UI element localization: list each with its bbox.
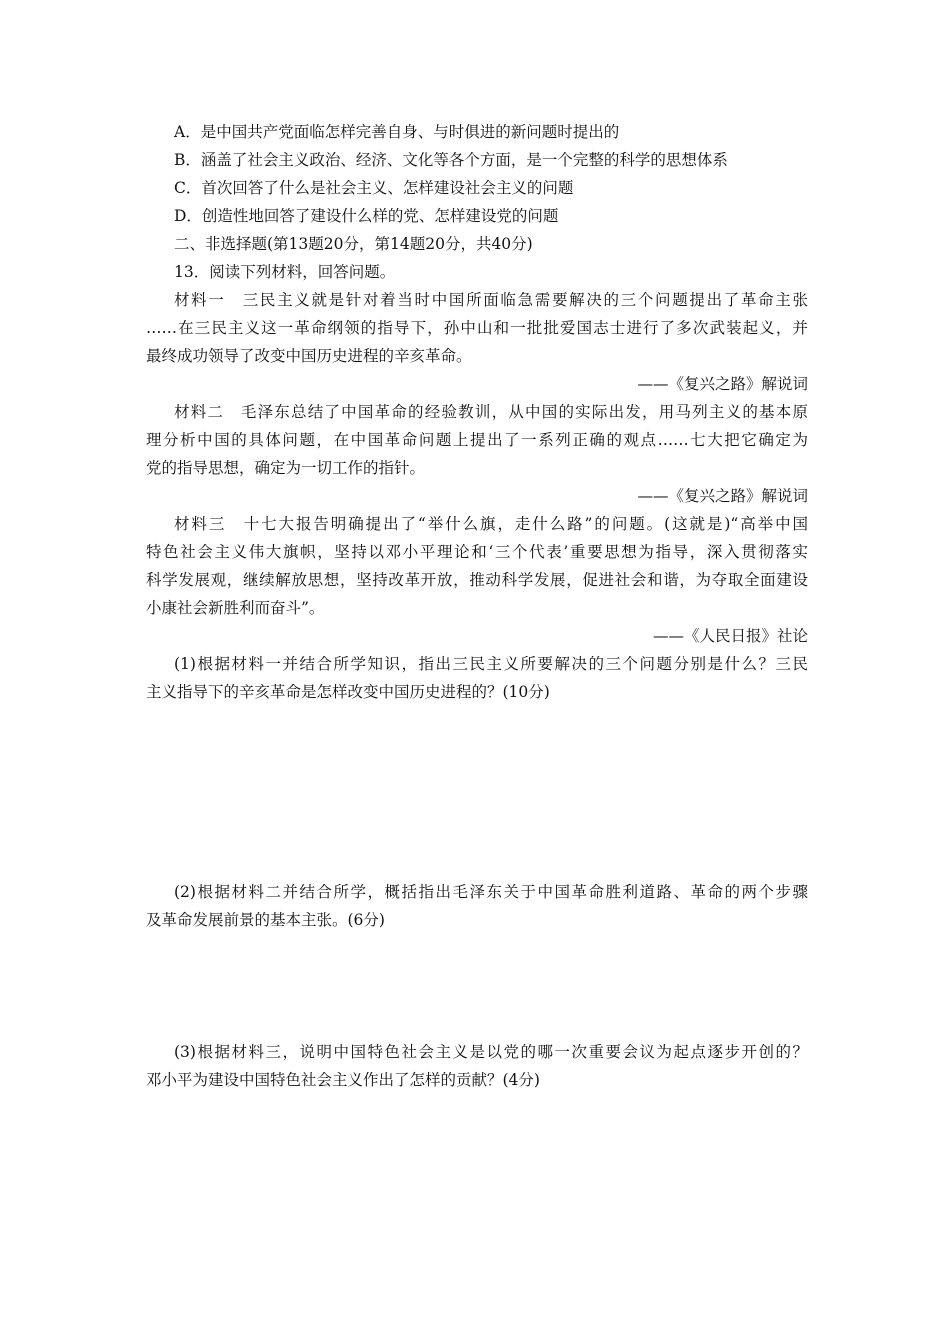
material3-line4: 小康社会新胜利而奋斗”。 [146, 599, 325, 617]
section-title: 二、非选择题(第13题20分，第14题20分，共40分) [174, 235, 533, 253]
subquestion-2-line2: 及革命发展前景的基本主张。(6分) [146, 911, 385, 929]
subquestion-3-line1: (3)根据材料三，说明中国特色社会主义是以党的哪一次重要会议为起点逐步开创的？ [174, 1043, 808, 1061]
subquestion-3-line2: 邓小平为建设中国特色社会主义作出了怎样的贡献？(4分) [146, 1071, 540, 1089]
subquestion-2-line1: (2)根据材料二并结合所学，概括指出毛泽东关于中国革命胜利道路、革命的两个步骤 [174, 883, 808, 901]
material2-source: ——《复兴之路》解说词 [637, 487, 808, 505]
option-c: C．首次回答了什么是社会主义、怎样建设社会主义的问题 [174, 179, 574, 197]
material3-line1: 材料三 十七大报告明确提出了“举什么旗，走什么路”的问题。(这就是)“高举中国 [174, 515, 808, 533]
option-d: D．创造性地回答了建设什么样的党、怎样建设党的问题 [174, 207, 559, 225]
option-b: B．涵盖了社会主义政治、经济、文化等各个方面，是一个完整的科学的思想体系 [174, 151, 728, 169]
material1-line2: ……在三民主义这一革命纲领的指导下，孙中山和一批批爱国志士进行了多次武装起义，并 [146, 319, 808, 337]
material1-line3: 最终成功领导了改变中国历史进程的辛亥革命。 [146, 347, 472, 365]
question-13-stem: 13．阅读下列材料，回答问题。 [174, 263, 396, 281]
subquestion-1-line1: (1)根据材料一并结合所学知识，指出三民主义所要解决的三个问题分别是什么？三民 [174, 655, 808, 673]
material2-line2: 理分析中国的具体问题，在中国革命问题上提出了一系列正确的观点……七大把它确定为 [146, 431, 808, 449]
option-a: A．是中国共产党面临怎样完善自身、与时俱进的新问题时提出的 [174, 123, 620, 141]
subquestion-1-line2: 主义指导下的辛亥革命是怎样改变中国历史进程的？(10分) [146, 683, 550, 701]
material3-line3: 科学发展观，继续解放思想，坚持改革开放，推动科学发展，促进社会和谐，为夺取全面建设 [146, 571, 808, 589]
material2-line3: 党的指导思想，确定为一切工作的指针。 [146, 459, 426, 477]
material1-line1: 材料一 三民主义就是针对着当时中国所面临急需要解决的三个问题提出了革命主张 [174, 291, 808, 309]
material1-source: ——《复兴之路》解说词 [637, 375, 808, 393]
material3-line2: 特色社会主义伟大旗帜，坚持以邓小平理论和‘三个代表’重要思想为指导，深入贯彻落实 [146, 543, 808, 561]
material2-line1: 材料二 毛泽东总结了中国革命的经验教训，从中国的实际出发，用马列主义的基本原 [174, 403, 808, 421]
material3-source: ——《人民日报》社论 [652, 627, 808, 645]
